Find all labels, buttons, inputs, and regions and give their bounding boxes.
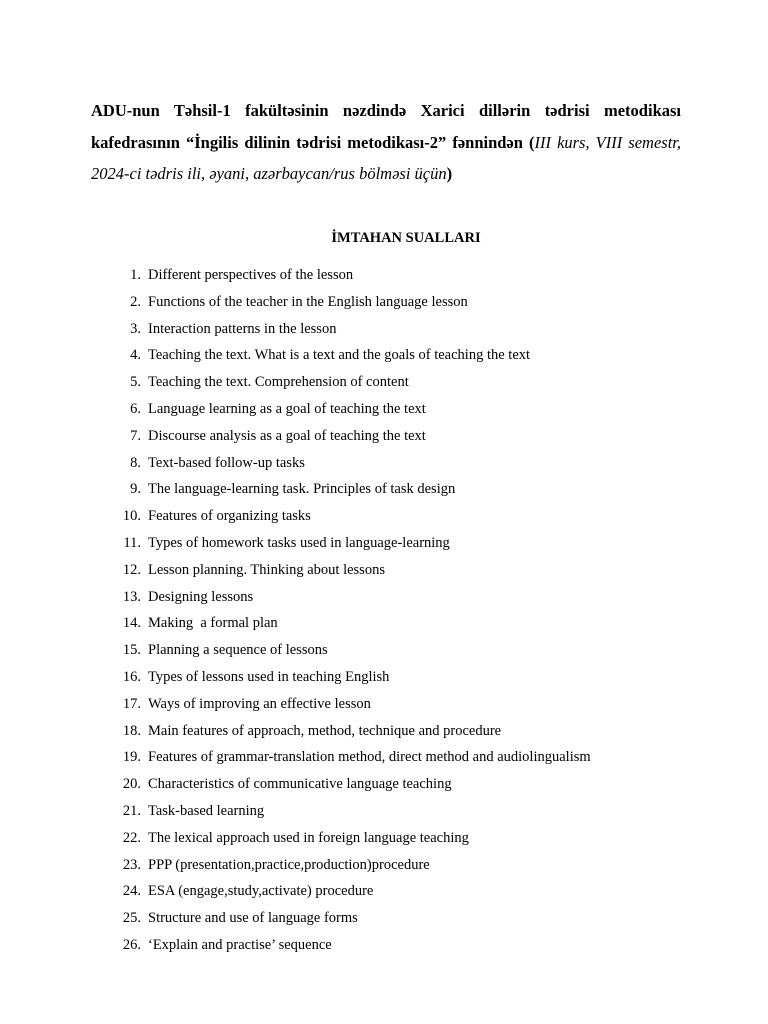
question-number: 11. [123, 534, 141, 551]
header-close-paren: ) [446, 164, 453, 183]
question-text: Different perspectives of the lesson [148, 267, 354, 283]
document-header [91, 95, 681, 190]
question-item [91, 345, 531, 372]
question-number: 8. [130, 454, 141, 471]
question-text: Text-based follow-up tasks [148, 454, 305, 471]
question-number: 7. [130, 427, 141, 444]
question-number: 12. [122, 561, 141, 578]
question-item [91, 774, 452, 801]
question-text: Characteristics of communicative language teaching [148, 776, 452, 793]
question-item [91, 881, 374, 908]
question-number: 25. [122, 910, 141, 927]
exam-questions-list [91, 265, 591, 962]
question-item [91, 587, 254, 614]
question-text: Making a formal plan [148, 615, 278, 632]
question-text: ‘Explain and practise’ sequence [148, 936, 332, 953]
question-text: Functions of the teacher in the English language lesson [148, 293, 468, 310]
question-number: 2. [130, 293, 141, 310]
question-number: 4. [130, 347, 141, 364]
question-item [91, 694, 371, 721]
question-text: Language learning as a goal of teaching the text [148, 400, 426, 417]
question-item [91, 426, 426, 453]
question-item [91, 479, 456, 506]
question-number: 15. [122, 642, 141, 659]
question-number: 1. [130, 267, 141, 283]
question-item [91, 640, 328, 667]
question-item [91, 372, 409, 399]
question-text: Designing lessons [148, 588, 254, 605]
question-number: 6. [130, 400, 141, 417]
question-item [91, 613, 278, 640]
header-open-paren: ( [529, 132, 535, 152]
question-text: Main features of approach, method, technique and procedure [148, 722, 502, 739]
question-number: 26. [122, 936, 141, 953]
question-text: Lesson planning. Thinking about lessons [148, 561, 385, 578]
question-item [91, 560, 385, 587]
question-number: 20. [122, 776, 141, 793]
question-text: The lexical approach used in foreign language teaching [148, 829, 469, 846]
question-number: 18. [122, 722, 141, 739]
question-item [91, 935, 332, 962]
question-item [91, 855, 430, 882]
question-text: Features of organizing tasks [148, 508, 311, 525]
question-text: Types of lessons used in teaching English [148, 668, 390, 685]
question-number: 3. [130, 320, 141, 337]
question-item [91, 292, 468, 319]
question-number: 10. [122, 508, 141, 525]
question-number: 14. [122, 615, 141, 632]
question-text: Planning a sequence of lessons [148, 642, 328, 659]
question-item [91, 801, 265, 828]
question-text: Task-based learning [148, 802, 265, 819]
question-item [91, 399, 426, 426]
question-text: Ways of improving an effective lesson [148, 695, 371, 712]
question-item [91, 506, 311, 533]
header-institution-course: ADU-nun Təhsil-1 fakültəsinin nəzdində Xarici dillərin tədrisi metodikası kafedrasının “İngilis dilinin tədrisi metodikası-2” fənnindən [91, 101, 681, 152]
question-item [91, 747, 591, 774]
question-text: Structure and use of language forms [148, 910, 358, 927]
question-item [91, 265, 354, 292]
question-item [91, 667, 390, 694]
question-number: 16. [122, 668, 141, 685]
question-item [91, 319, 337, 346]
question-text: PPP (presentation,practice,production)procedure [148, 856, 430, 873]
question-text: Types of homework tasks used in language-learning [148, 534, 450, 551]
question-text: Features of grammar-translation method, direct method and audiolingualism [148, 749, 591, 766]
question-text: The language-learning task. Principles of task design [148, 481, 456, 498]
question-number: 21. [122, 802, 141, 819]
question-text: Discourse analysis as a goal of teaching the text [148, 427, 426, 444]
question-number: 17. [122, 695, 141, 712]
question-number: 13. [122, 588, 141, 605]
question-number: 9. [130, 481, 141, 498]
question-number: 5. [130, 374, 141, 391]
page-title: İMTAHAN SUALLARI [331, 230, 481, 246]
question-item [91, 533, 450, 560]
question-number: 24. [122, 883, 141, 900]
question-item [91, 908, 358, 935]
question-text: Teaching the text. What is a text and the goals of teaching the text [148, 347, 531, 364]
question-item [91, 721, 502, 748]
question-text: Teaching the text. Comprehension of content [148, 374, 409, 391]
question-text: Interaction patterns in the lesson [148, 320, 337, 337]
question-number: 19. [122, 749, 141, 766]
question-item [91, 453, 305, 480]
question-number: 22. [122, 829, 141, 846]
question-number: 23. [122, 856, 141, 873]
question-item [91, 828, 469, 855]
header-course-details: III kurs, VIII semestr, 2024-ci tədris ili, əyani, azərbaycan/rus bölməsi üçün [91, 132, 682, 183]
question-text: ESA (engage,study,activate) procedure [148, 883, 374, 900]
